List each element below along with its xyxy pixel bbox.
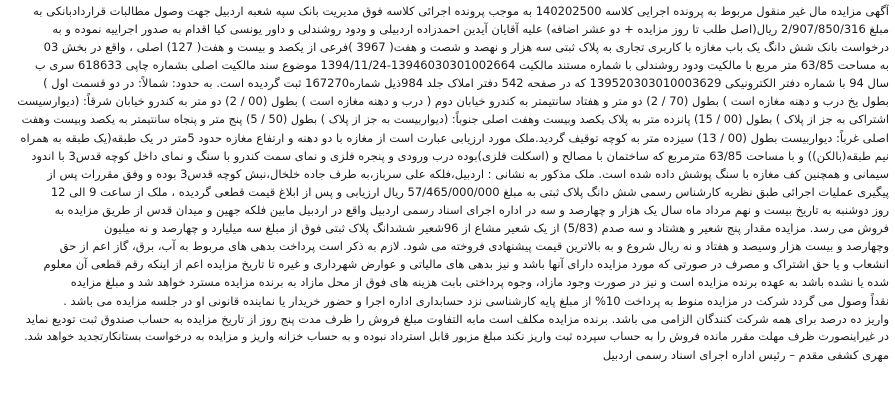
notice-line: مبلغ 2/907/850/316 ریال(اصل طلب تا روز مزایده + دو عشر اضافه) علیه آقایان آیدین احمدزاده اردبیلی و ودود روشندلی و داور یونسی کیا اقدام به صدور اجراییه نموده و به — [52, 22, 889, 37]
notice-line: به مساحت 63/85 متر مربع با مالکیت ودود روشندلی با شماره مستند مالکیت 13946030301002664-1394/11/24 موضوع سند مالکیت اصلی بشماره چاپی 618633 سری ب — [34, 58, 889, 73]
notice-line: انشعاب و یا حق اشتراک و مصرف در صورتی که مورد مزایده دارای آنها باشد و نیز بدهی های مالیاتی و عوارض شهرداری و غیره تا تاریخ مزایده اعم از اینکه رقم قطعی آن معلوم — [43, 257, 889, 272]
notice-line: روز دوشنبه به تاریخ بیست و نهم مرداد ماه سال یک هزار و چهارصد و سه در اداره اجرای اسناد رسمی اردبیل واقع در اردبیل مابین فلکه جهین و میدان قدس از طریق مزایده به — [54, 203, 889, 218]
notice-line: آگهی مزایده مال غیر منقول مربوط به پرونده اجرایی کلاسه 140202500 به موجب پرونده اجرائی کلاسه فوق مدیریت بانک سپه شعبه اردبیل جهت وصول مطالبات قراردادبانکی به — [33, 4, 889, 18]
notice-line: وچهارصد و بیست هزار وسیصد و هفتاد و نه ریال شروع و به بالاترین قیمت پیشنهادی فروخته می شود. لازم به ذکر است پرداخت بدهی های مربوط به آب، برق، گاز اعم از حق — [59, 239, 889, 254]
notice-line: سال 94 با شماره دفتر الکترونیکی 139520303010003629 که در صفحه 542 دفتر املاک جلد 984ذیل شماره167270 ثبت گردیده است. به حدود: شمالاً: در دو قسمت اول ) — [43, 76, 889, 91]
notice-line: واریز ده درصد برای همه شرکت کنندگان الزامی می باشد. برنده مزایده مکلف است مابه التفاوت مبلغ فروش را ظرف مدت پنج روز از تاریخ مزایده به حساب صندوق ثبت تودیع نماید — [25, 311, 889, 326]
notice-line: سیمانی و همچنین کف مغازه با سنگ پوشش داده شده است. ملک مذکور به نشانی : اردبیل،فلکه علی سرباز،به طرف جاده خلخال،نبش کوچه قدس3 بوده و وفق مقررات پس از — [47, 166, 889, 181]
notice-line: نقداً وصول می گردد شرکت در مزایده منوط به پرداخت 10% از مبلغ پایه کارشناسی نزد حسابداری اداره اجرا و حضور خریدار یا نماینده قانونی او در جلسه مزایده می باشد . — [63, 293, 889, 308]
notice-line: پیگیری عملیات اجرائی طبق نظریه کارشناس رسمی شش دانگ پلاک ثبتی به مبلغ 57/465/000/000 ریال ارزیابی و پس از ابلاغ قیمت قطعی گردیده ، ملک از ساعت 9 الی 12 — [50, 184, 889, 199]
notice-line: بطول یخ درب و دهنه مغازه است ) بطول (70 / 2) دو متر و هفتاد سانتیمتر به کندرو خیابان دوم ( درب و دهنه مغازه است ) بطول (00 / 2) دو متر به کندرو خیابان شرقاً: (دیوارسیست — [17, 94, 889, 109]
notice-line: در غیراینصورت ظرف مهلت مقرر مانده فروش را به حساب سپرده ثبت واریز نکند مبلغ مزبور قابل استرداد نبوده و به حساب خزانه واریز و مزایده به درخواست بستانکارتجدید خواهد شد. — [24, 329, 889, 343]
notice-line: فروش می رسد. مزایده مقدار پنج شعیر و هشتاد و سه صدم (5/83) از یک شعیر مشاع از 96شعیر ششدانگ پلاک ثبتی فوق از مبلغ سه میلیارد و چهارصد و نه میلیون — [104, 221, 889, 236]
notice-line: شده یا نشده باشد به عهده برنده مزایده است و نیز در صورت وجود مازاد، وجوه پرداختی بابت هزینه های فوق از محل مازاد به برنده مزایده مسترد خواهد شد و مبلغ مزایده — [70, 275, 889, 290]
notice-line: اشتراکی به جز از پلاک ) بطول (00 / 15) پانزده متر به پلاک یکصد وبیست وهفت اصلی جنوباً: (دیواربیست به جز از پلاک ) بطول (50 / 5) پنج متر و پنجاه سانتیمتر به یکصد وبیست وهفت — [21, 112, 889, 126]
notice-signature-line: مهری کشفی مقدم – رئیس اداره اجرای اسناد رسمی اردبیل — [602, 347, 889, 362]
notice-line: درخواست بانک شش دانگ یک باب مغازه با کاربری تجاری به پلاک ثبتی سه هزار و نهصد و شصت و هفت( 3967 )فرعی از یکصد و بیست و هفت( 127) اصلی ، واقع در بخش 03 — [43, 40, 889, 55]
notice-line: نیم طبقه(بالکن)) و با مساحت 63/85 مترمربع که ساختمان با مصالح و (اسکلت فلزی)بوده درب ورودی و پنجره فلزی و نمای سمت کندرو با سنگ و نمای داخل کوچه قدس3 با اندود — [31, 148, 889, 163]
notice-line: اصلی غرباً: دیواربیست بطول (00 / 13) سیزده متر به کوچه توقیف گردید.ملک مورد ارزیابی عبارت است از مغازه با دو دهنه و ارتفاع مغازه حدود 5متر در یک طبقه(یک طبقه به همراه — [20, 130, 889, 145]
